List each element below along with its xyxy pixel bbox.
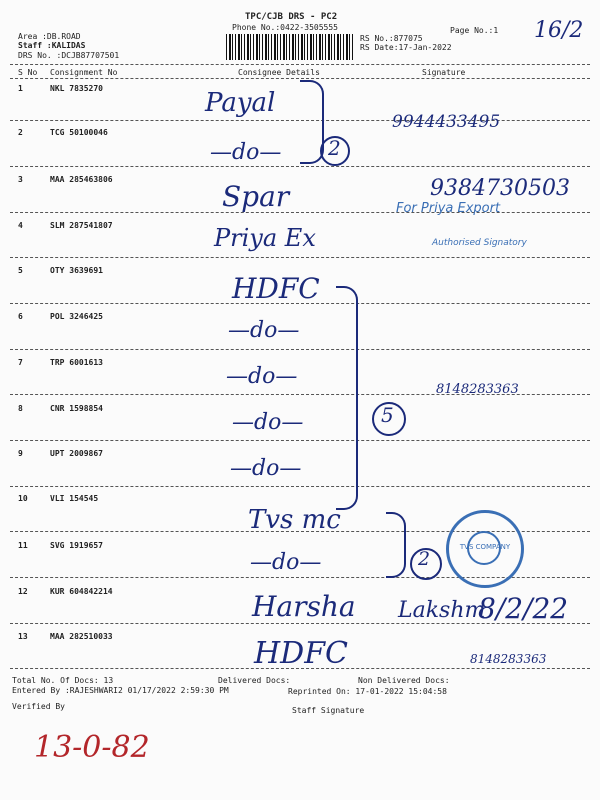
row-consignment: SLM 287541807 bbox=[50, 221, 113, 230]
handwritten-count: 2 bbox=[328, 136, 341, 160]
company-stamp: For Priya Export bbox=[396, 201, 501, 216]
divider bbox=[10, 349, 590, 350]
handwritten-code: 13-0-82 bbox=[34, 730, 150, 765]
handwritten-signature: Lakshm bbox=[398, 598, 486, 623]
entered-by: Entered By :RAJESHWARI2 01/17/2022 2:59:30 PM bbox=[12, 686, 229, 695]
row-sno: 12 bbox=[18, 587, 28, 596]
handwritten-consignee: Harsha bbox=[252, 590, 356, 623]
divider bbox=[10, 78, 590, 79]
divider bbox=[10, 440, 590, 441]
handwritten-consignee: Priya Ex bbox=[214, 224, 316, 252]
total-docs: Total No. Of Docs: 13 bbox=[12, 676, 114, 685]
handwritten-consignee: —do— bbox=[250, 550, 322, 575]
authorised-signatory: Authorised Signatory bbox=[432, 238, 527, 248]
row-sno: 10 bbox=[18, 494, 28, 503]
document-title: TPC/CJB DRS - PC2 bbox=[245, 12, 338, 22]
handwritten-phone: 8148283363 bbox=[436, 382, 519, 397]
delivered-docs: Delivered Docs: bbox=[218, 676, 291, 685]
divider bbox=[10, 257, 590, 258]
handwritten-phone: 8148283363 bbox=[470, 652, 547, 666]
handwritten-consignee: —do— bbox=[232, 410, 304, 435]
handwritten-date: 8/2/22 bbox=[478, 592, 569, 625]
handwritten-consignee: —do— bbox=[210, 140, 282, 165]
area-label: Area :DB.ROAD bbox=[18, 32, 81, 41]
col-sno: S No bbox=[18, 68, 38, 77]
row-sno: 4 bbox=[18, 221, 23, 230]
row-consignment: SVG 1919657 bbox=[50, 541, 103, 550]
drs-number: DRS No. :DCJB87707501 bbox=[18, 51, 120, 60]
staff-signature: Staff Signature bbox=[292, 706, 365, 715]
row-consignment: UPT 2009867 bbox=[50, 449, 103, 458]
handwritten-consignee: —do— bbox=[226, 364, 298, 389]
row-sno: 11 bbox=[18, 541, 28, 550]
handwritten-consignee: HDFC bbox=[232, 272, 320, 305]
row-consignment: CNR 1598854 bbox=[50, 404, 103, 413]
verified-by: Verified By bbox=[12, 702, 65, 711]
handwritten-consignee: Spar bbox=[222, 180, 290, 213]
row-sno: 7 bbox=[18, 358, 23, 367]
handwritten-consignee: —do— bbox=[228, 318, 300, 343]
row-consignment: VLI 154545 bbox=[50, 494, 99, 503]
handwritten-phone: 9944433495 bbox=[392, 112, 501, 132]
reprinted-on: Reprinted On: 17-01-2022 15:04:58 bbox=[288, 687, 447, 696]
page-number: Page No.:1 bbox=[450, 26, 499, 35]
handwritten-count: 5 bbox=[381, 403, 394, 427]
divider bbox=[10, 486, 590, 487]
row-consignment: OTY 3639691 bbox=[50, 266, 103, 275]
row-sno: 13 bbox=[18, 632, 28, 641]
bracket-mark bbox=[386, 512, 406, 578]
row-consignment: NKL 7835270 bbox=[50, 84, 103, 93]
divider bbox=[10, 166, 590, 167]
row-consignment: TCG 50100046 bbox=[50, 128, 108, 137]
row-sno: 8 bbox=[18, 404, 23, 413]
row-sno: 1 bbox=[18, 84, 23, 93]
row-consignment: MAA 282510033 bbox=[50, 632, 113, 641]
corner-handwriting: 16/2 bbox=[534, 18, 584, 43]
non-delivered-docs: Non Delivered Docs: bbox=[358, 676, 450, 685]
col-consignee: Consignee Details bbox=[238, 68, 320, 77]
handwritten-count: 2 bbox=[418, 548, 431, 570]
handwritten-consignee: —do— bbox=[230, 456, 302, 481]
row-consignment: POL 3246425 bbox=[50, 312, 103, 321]
seal-text: TVS COMPANY bbox=[459, 543, 511, 551]
col-consignment: Consignment No bbox=[50, 68, 118, 77]
handwritten-consignee: Tvs mc bbox=[248, 505, 341, 535]
rs-number: RS No.:877075 bbox=[360, 34, 423, 43]
phone-number: Phone No.:0422-3505555 bbox=[232, 23, 338, 32]
row-consignment: TRP 6001613 bbox=[50, 358, 103, 367]
handwritten-consignee: Payal bbox=[205, 88, 276, 118]
divider bbox=[10, 64, 590, 65]
barcode bbox=[226, 34, 354, 60]
staff-label: Staff :KALIDAS bbox=[18, 41, 86, 50]
row-sno: 3 bbox=[18, 175, 23, 184]
row-consignment: MAA 285463806 bbox=[50, 175, 113, 184]
rs-date: RS Date:17-Jan-2022 bbox=[360, 43, 452, 52]
bracket-mark bbox=[336, 286, 358, 510]
row-sno: 5 bbox=[18, 266, 23, 275]
col-signature: Signature bbox=[422, 68, 466, 77]
handwritten-consignee: HDFC bbox=[254, 636, 348, 671]
handwritten-phone: 9384730503 bbox=[430, 176, 570, 201]
row-sno: 9 bbox=[18, 449, 23, 458]
row-sno: 2 bbox=[18, 128, 23, 137]
divider bbox=[10, 212, 590, 213]
row-sno: 6 bbox=[18, 312, 23, 321]
row-consignment: KUR 604842214 bbox=[50, 587, 113, 596]
company-seal bbox=[446, 510, 524, 588]
